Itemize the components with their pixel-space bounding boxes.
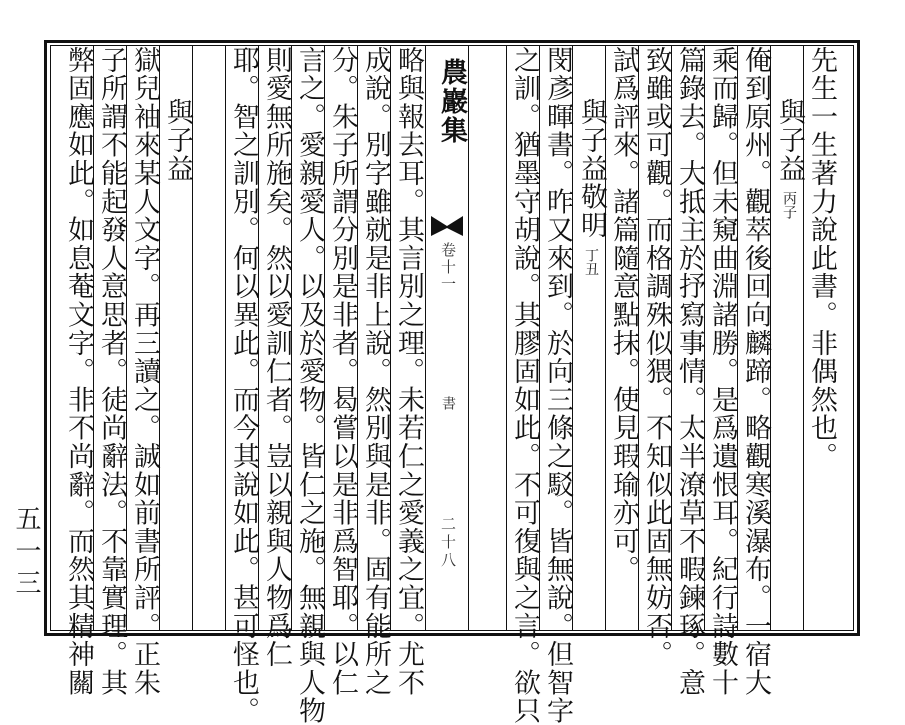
column-rule <box>506 46 507 630</box>
text-column-8: 與子益敬明丁丑 <box>576 98 607 276</box>
text-column-22: 弊固應如此。如息菴文字。非不尚辭。而然其精神關 <box>63 46 94 697</box>
text-column-7: 試爲評來。諸篇隨意點抹。使見瑕瑜亦可。 <box>608 46 639 584</box>
center-fold-column <box>425 46 469 630</box>
section-label: 書 <box>440 396 456 410</box>
volume-label: 卷十一 <box>439 242 457 293</box>
text-column-20: 獄兒袖來某人文字。再三讀之。誠如前書所評。正朱 <box>129 46 160 697</box>
text-column-9: 閔彥暉書。昨又來到。於向三條之駁。皆無說。但智字 <box>542 46 573 725</box>
page-number: 五一三 <box>11 505 41 601</box>
text-column-4: 乘而歸。但未窺曲淵諸勝。是爲遺恨耳。紀行詩數十 <box>707 46 738 697</box>
text-column-3: 俺到原州。觀萃後回向麟蹄。略觀寒溪瀑布。一宿大 <box>740 46 771 697</box>
book-title: 農巖集 <box>436 58 467 145</box>
text-column-1: 先生一生著力說此書。非偶然也。 <box>806 46 837 471</box>
text-column-10: 之訓。猶墨守胡說。其膠固如此。不可復與之言。欲只 <box>509 46 540 725</box>
text-column-2: 與子益丙子 <box>774 98 805 219</box>
folio-number: 二十八 <box>439 516 457 570</box>
text-column-19: 與子益 <box>162 98 193 183</box>
text-column-6: 致雖或可觀。而格調殊似猥。不知似此固無妨否。 <box>641 46 672 669</box>
fishtail-mark-icon <box>431 216 463 236</box>
text-column-17: 耶。智之訓別。何以異此。而今其說如此。甚可怪也。 <box>228 46 259 725</box>
text-column-21: 子所謂不能起發人意思者。徒尚辭法。不靠實理。其 <box>96 46 127 697</box>
text-column-16: 則愛無所施矣。然以愛訓仁者。豈以親與人物爲仁 <box>261 46 292 669</box>
text-column-14: 分。朱子所謂分別是非者。曷嘗以是非爲智耶。以仁 <box>327 46 358 697</box>
text-column-12: 略與報去耳。其言別之理。未若仁之愛義之宜。尤不 <box>393 46 424 697</box>
column-rule <box>225 46 226 630</box>
text-column-13: 成說。別字雖就是非上說。然別與是非。固有能所之 <box>360 46 391 697</box>
text-column-5: 篇錄去。大抵主於抒寫事情。太半潦草不暇鍊琢。意 <box>674 46 705 697</box>
text-column-15: 言之。愛親愛人。以及於愛物。皆仁之施。無親與人物 <box>294 46 325 725</box>
